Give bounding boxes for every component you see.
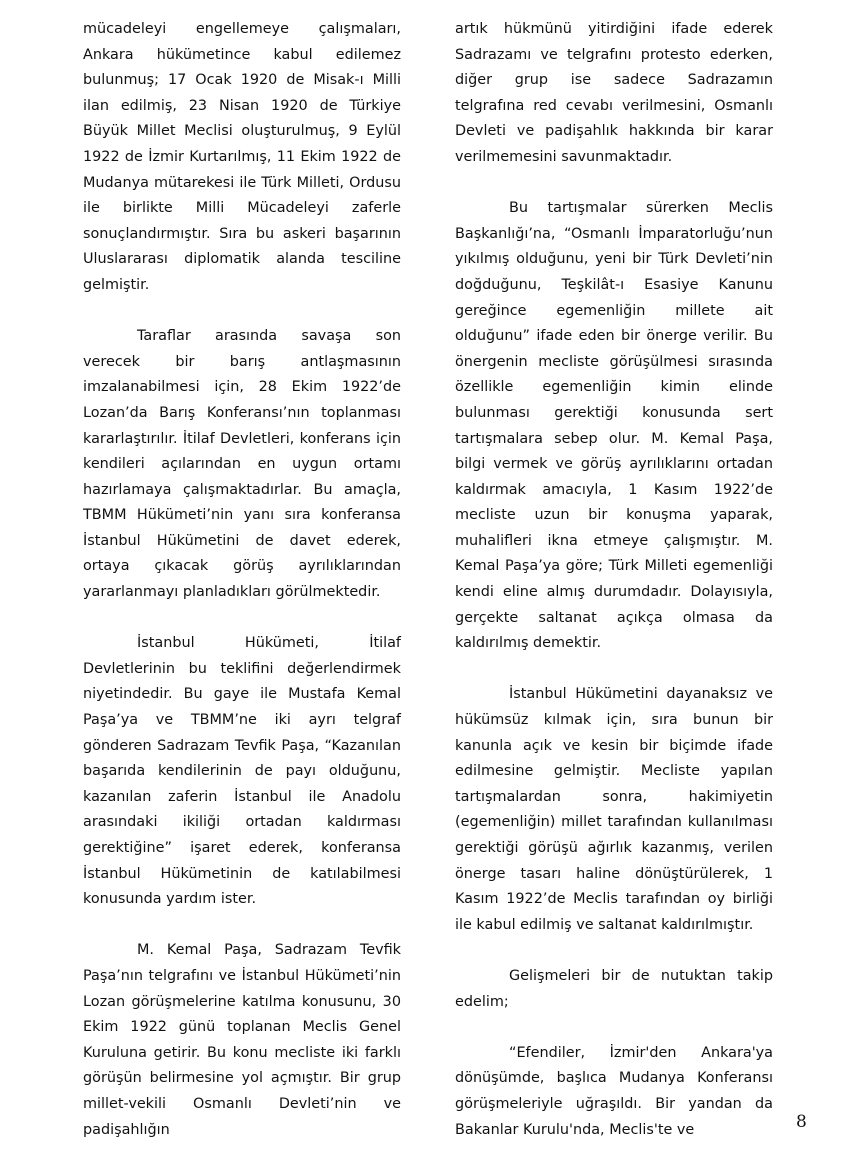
- paragraph-spacer: [455, 1015, 773, 1041]
- paragraph-left-3: İstanbul Hükümeti, İtilaf Devletlerinin bu teklifini değerlendirmek niyetindedir. Bu gaye ile Mustafa Kemal Paşa’ya ve TBMM’ne iki ayrı telgraf gönderen Sadrazam Tevfik Paşa, “Kazanılan başarıda kendilerinin de payı olduğunu, kazanılan zaferin İstanbul ile Anadolu arasındaki ikiliği ortadan kaldırması gerektiğine” işaret ederek, konferansa İstanbul Hükümetinin de katılabilmesi konusunda yardım ister.: [83, 635, 401, 908]
- paragraph-right-2: Bu tartışmalar sürerken Meclis Başkanlığı’na, “Osmanlı İmparatorluğu’nun yıkılmış olduğunu, yeni bir Türk Devleti’nin doğduğunu, Teşkilât-ı Esasiye Kanunu gereğince egemenliğin millete ait olduğunu” ifade eden bir önerge verilir. Bu önergenin mecliste görüşülmesi sırasında özellikle egemenliğin kimin elinde bulunması gerektiği konusunda sert tartışmalara sebep olur. M. Kemal Paşa, bilgi vermek ve görüş ayrılıklarını ortadan kaldırmak amacıyla, 1 Kasım 1922’de mecliste uzun bir konuşma yaparak, muhalifleri ikna etmeye çalışmıştır. M. Kemal Paşa’ya göre; Türk Milleti egemenliği kendi eline almış durumdadır. Dolayısıyla, gerçekte saltanat açıkça olmasa da kaldırılmış demektir.: [455, 200, 773, 652]
- paragraph-spacer: [83, 606, 401, 632]
- paragraph-spacer: [455, 657, 773, 683]
- paragraph-spacer: [83, 299, 401, 325]
- paragraph-left-2: Taraflar arasında savaşa son verecek bir barış antlaşmasının imzalanabilmesi için, 28 Ekim 1922’de Lozan’da Barış Konferansı’nın toplanması kararlaştırılır. İtilaf Devletleri, konferans için kendileri açılarından en uygun ortamı hazırlamaya çalışmaktadırlar. Bu amaçla, TBMM Hükümeti’nin yanı sıra konferansa İstanbul Hükümetini de davet ederek, ortaya çıkacak görüş ayrılıklarından yararlanmayı planladıkları görülmektedir.: [83, 328, 401, 601]
- paragraph-right-4: Gelişmeleri bir de nutuktan takip edelim;: [455, 967, 773, 1010]
- paragraph-right-3: İstanbul Hükümetini dayanaksız ve hükümsüz kılmak için, sıra bunun bir kanunla açık ve kesin bir biçimde ifade edilmesine gelmiştir. Mecliste yapılan tartışmalardan sonra, hakimiyetin (egemenliğin) millet tarafından kullanılması gerektiği görüşü ağırlık kazanmış, verilen önerge tasarı haline dönüştürülerek, 1 Kasım 1922’de Meclis tarafından oy birliği ile kabul edilmiş ve saltanat kaldırılmıştır.: [455, 686, 773, 933]
- paragraph-spacer: [455, 938, 773, 964]
- paragraph-right-1: artık hükmünü yitirdiğini ifade ederek Sadrazamı ve telgrafını protesto ederken, diğer grup ise sadece Sadrazamın telgrafına red cevabı verilmesini, Osmanlı Devleti ve padişahlık hakkında bir karar verilmemesini savunmaktadır.: [455, 21, 773, 165]
- paragraph-spacer: [83, 913, 401, 939]
- paragraph-left-4: M. Kemal Paşa, Sadrazam Tevfik Paşa’nın telgrafını ve İstanbul Hükümeti’nin Lozan görüşmelerine katılma konusunu, 30 Ekim 1922 günü toplanan Meclis Genel Kuruluna getirir. Bu konu mecliste iki farklı görüşün belirmesine yol açmıştır. Bir grup millet-vekili Osmanlı Devleti’nin ve padişahlığın: [83, 942, 401, 1138]
- left-column: [83, 17, 401, 1143]
- page-number: 8: [796, 1112, 807, 1132]
- paragraph-left-1: mücadeleyi engellemeye çalışmaları, Ankara hükümetince kabul edilemez bulunmuş; 17 Ocak 1920 de Misak-ı Milli ilan edilmiş, 23 Nisan 1920 de Türkiye Büyük Millet Meclisi oluşturulmuş, 9 Eylül 1922 de İzmir Kurtarılmış, 11 Ekim 1922 de Mudanya mütarekesi ile Türk Milleti, Ordusu ile birlikte Milli Mücadeleyi zaferle sonuçlandırmıştır. Sıra bu askeri başarının Uluslararası diplomatik alanda tesciline gelmiştir.: [83, 21, 401, 293]
- right-column: [455, 17, 773, 1143]
- paragraph-spacer: [455, 171, 773, 197]
- paragraph-right-5: “Efendiler, İzmir'den Ankara'ya dönüşümde, başlıca Mudanya Konferansı görüşmeleriyle uğraşıldı. Bir yandan da Bakanlar Kurulu'nda, Meclis'te ve: [455, 1044, 773, 1138]
